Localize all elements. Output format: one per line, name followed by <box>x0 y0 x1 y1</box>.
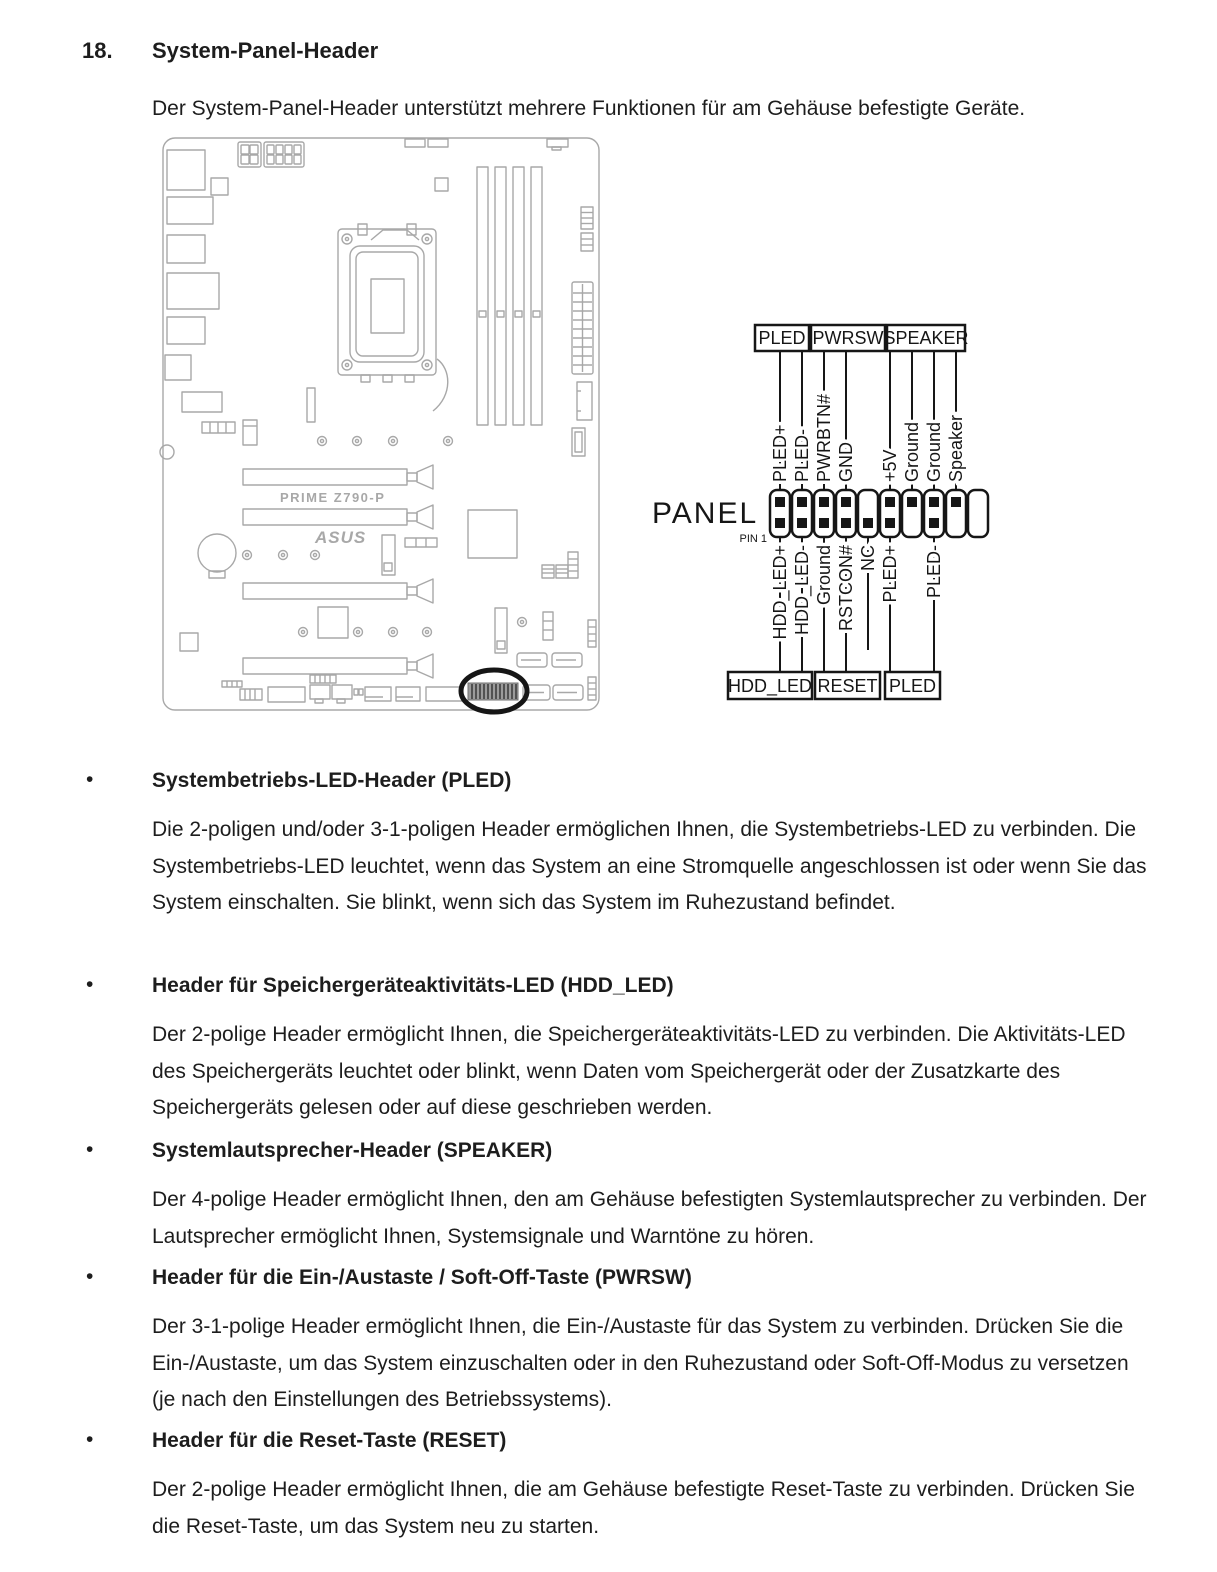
section-body: Der 2-polige Header ermöglicht Ihnen, die am Gehäuse befestigte Reset-Taste zu verbinden. Drücken Sie die Reset-Taste, um das System neu zu starten. <box>152 1478 1135 1538</box>
pin-label-top: Ground <box>924 421 944 482</box>
pin-bottom <box>929 518 939 528</box>
pin-bottom <box>797 518 807 528</box>
pin-label-bottom: Ground <box>814 545 834 606</box>
bullet-marker: • <box>86 1138 94 1161</box>
pin-label-bottom: HDD_LED+ <box>770 545 790 640</box>
panel-pinout-diagram <box>648 320 998 715</box>
board-line-art <box>160 138 599 710</box>
pin-label-bottom: PLED- <box>924 545 944 599</box>
pin-top <box>929 497 939 507</box>
section-heading: Systemlautsprecher-Header (SPEAKER) <box>152 1139 553 1162</box>
atx12v-power-connectors <box>238 142 304 167</box>
pin-label-bottom: NC <box>858 545 878 571</box>
section-body: Der 4-polige Header ermöglicht Ihnen, den am Gehäuse befestigten Systemlautsprecher zu verbinden. Der Lautsprecher ermöglicht Ihnen, Systemsignale und Warntöne zu hören. <box>152 1188 1147 1248</box>
bullet-marker: • <box>86 768 94 791</box>
section-heading: Header für Speichergeräteaktivitäts-LED (HDD_LED) <box>152 974 674 997</box>
pin1-label: PIN 1 <box>739 533 767 545</box>
atx-24pin-connector <box>572 282 593 374</box>
bullet-marker: • <box>86 1428 94 1451</box>
intro-paragraph: Der System-Panel-Header unterstützt mehrere Funktionen für am Gehäuse befestigte Geräte. <box>152 97 1026 120</box>
battery <box>198 534 236 578</box>
pin-label-bottom: HDD_LED- <box>792 545 812 636</box>
bottom-edge-headers <box>222 675 462 703</box>
board-outline <box>163 138 599 710</box>
section-heading: Systembetriebs-LED-Header (PLED) <box>152 769 512 792</box>
asus-logo: ASUS <box>315 528 367 547</box>
motherboard-diagram <box>155 133 605 715</box>
pin-top <box>841 497 851 507</box>
bullet-section-pwrsw <box>0 1263 1152 1419</box>
section-body: Die 2-poligen und/oder 3-1-poligen Header ermöglichen Ihnen, die Systembetriebs-LED zu verbinden. Die Systembetriebs-LED leuchtet, wenn das System an eine Stromquelle angeschlossen ist oder wenn Sie das System einschalten. Sie blinkt, wenn sich das System im Ruhezustand befindet. <box>152 818 1147 914</box>
pin-label-bottom: PLED+ <box>880 545 900 603</box>
pin-top <box>951 497 961 507</box>
pin-bottom <box>863 518 873 528</box>
audio-chip <box>318 607 348 638</box>
chipset <box>468 510 517 558</box>
pin-label-top: Ground <box>902 421 922 482</box>
group-box-top-label: PLED <box>758 328 806 348</box>
section-body: Der 3-1-polige Header ermöglicht Ihnen, die Ein-/Austaste für das System zu verbinden. Drücken Sie die Ein-/Austaste, um das System einzuschalten oder in den Ruhezustand oder Soft-Off-Modus zu versetzen (je nach den Einstellungen des Betriebssystems). <box>152 1315 1129 1411</box>
group-box-bottom-label: RESET <box>817 676 878 696</box>
board-model-label: PRIME Z790-P <box>280 490 386 505</box>
pin-label-top: +5V <box>880 449 900 482</box>
section-heading: Header für die Reset-Taste (RESET) <box>152 1429 507 1452</box>
bullet-section-hdd-led <box>0 971 1152 1127</box>
rear-io-ports <box>160 150 228 651</box>
group-box-bottom-label: HDD_LED <box>727 676 813 696</box>
panel-connector-label: PANEL <box>652 497 759 530</box>
pin-label-top: GND <box>836 442 856 482</box>
dimm-slots <box>477 167 542 425</box>
pin-top <box>885 497 895 507</box>
pin-label-bottom: RSTCON# <box>836 545 856 632</box>
pin-label-top: PLED- <box>792 428 812 482</box>
section-body: Der 2-polige Header ermöglicht Ihnen, die Speichergeräteaktivitäts-LED zu verbinden. Die Aktivitäts-LED des Speichergeräts leuchtet oder blinkt, wenn Daten vom Speichergerät oder der Zusatzkarte des Speichergeräts gelesen oder auf diese geschrieben werden. <box>152 1023 1126 1119</box>
pin-bottom <box>885 518 895 528</box>
pin-bottom <box>819 518 829 528</box>
section-number: 18. <box>82 38 113 63</box>
m2-slots <box>382 535 507 653</box>
com-header <box>202 420 257 445</box>
m2-standoff <box>307 388 315 422</box>
cpu-socket <box>338 224 448 411</box>
pin-label-top: PWRBTN# <box>814 393 834 482</box>
bullet-marker: • <box>86 973 94 996</box>
group-box-top-label: PWRSW <box>812 328 884 348</box>
top-edge-fan-headers <box>405 139 568 150</box>
pin-top <box>907 497 917 507</box>
bullet-marker: • <box>86 1265 94 1288</box>
pin-top <box>797 497 807 507</box>
small-ics <box>542 552 596 700</box>
group-box-bottom-label: PLED <box>888 676 937 696</box>
pin-column <box>968 490 988 537</box>
pin-label-top: PLED+ <box>770 424 790 482</box>
bullet-section-reset <box>0 1426 1152 1545</box>
page-title: System-Panel-Header <box>152 38 379 63</box>
pin-column <box>858 490 878 537</box>
system-panel-header-highlight <box>461 670 527 712</box>
group-box-top-label: SPEAKER <box>883 328 969 348</box>
section-heading: Header für die Ein-/Austaste / Soft-Off-Taste (PWRSW) <box>152 1266 692 1289</box>
pin-top <box>819 497 829 507</box>
pin-bottom <box>775 518 785 528</box>
pin-bottom <box>841 518 851 528</box>
diagram-area <box>0 133 1217 715</box>
screw-holes <box>243 437 527 637</box>
bullet-section-speaker <box>0 1136 1152 1255</box>
cpu-fan-header <box>435 178 448 191</box>
pin-top <box>775 497 785 507</box>
pin-label-top: Speaker <box>946 414 966 482</box>
bullet-section-pled <box>0 766 1152 922</box>
